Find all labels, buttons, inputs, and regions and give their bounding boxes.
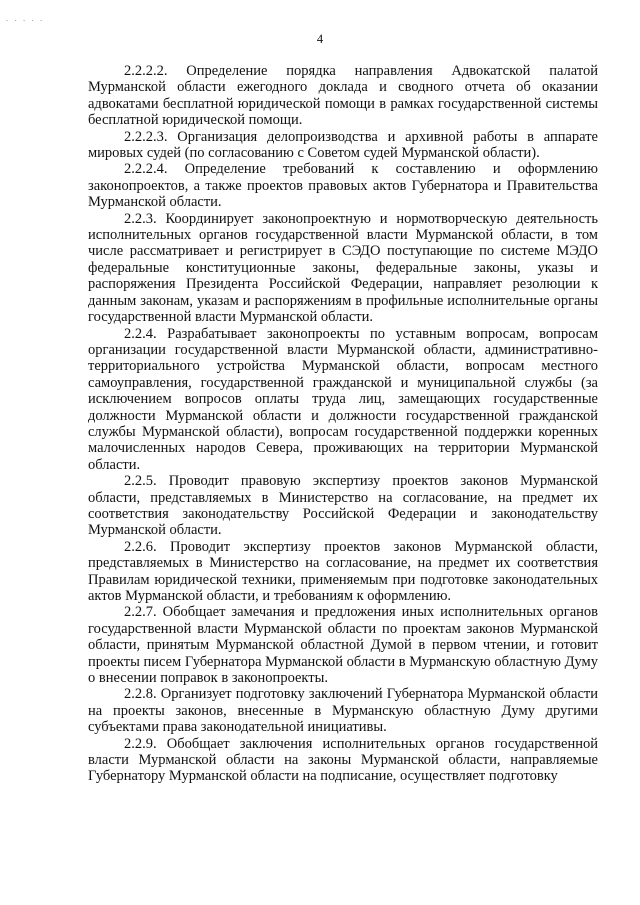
paragraph-2-2-8: 2.2.8. Организует подготовку заключений Губернатора Мурманской области на проекты законов, внесенные в Мурманскую областную Думу другими субъектами права законодательной инициативы. (88, 686, 598, 736)
paragraph-2-2-2-2: 2.2.2.2. Определение порядка направления Адвокатской палатой Мурманской области ежегодного доклада и сводного отчета об оказании адвокатами бесплатной юридической помощи в рамках государственной системы бесплатной юридической помощи. (88, 63, 598, 129)
paragraph-2-2-6: 2.2.6. Проводит экспертизу проектов законов Мурманской области, представляемых в Министерство на согласование, на предмет их соответствия Правилам юридической техники, применяемым при подготовке законодательных актов Мурманской области, и требованиям к оформлению. (88, 538, 598, 604)
paragraph-2-2-9: 2.2.9. Обобщает заключения исполнительных органов государственной власти Мурманской области на законы Мурманской области, направляемые Губернатору Мурманской области на подписание, осуществляет подготовку (88, 735, 598, 785)
paragraph-2-2-5: 2.2.5. Проводит правовую экспертизу проектов законов Мурманской области, представляемых в Министерство на согласование, на предмет их соответствия законодательству Российской Федерации и законодательству Мурманской области. (88, 473, 598, 539)
paragraph-2-2-4: 2.2.4. Разрабатывает законопроекты по уставным вопросам, вопросам организации государственной власти Мурманской области, административно-территориального устройства Мурманской области, вопросам местного самоуправления, государственной гражданской и муниципальной службы (за исключением вопросов оплаты труда лиц, замещающих государственные должности Мурманской области и должности государственной гражданской службы Мурманской области), вопросам государственной поддержки коренных малочисленных народов Севера, проживающих на территории Мурманской области. (88, 325, 598, 473)
page-number: 4 (316, 32, 324, 46)
scan-corner-marks: . . . . . (6, 13, 45, 23)
paragraph-2-2-2-3: 2.2.2.3. Организация делопроизводства и архивной работы в аппарате мировых судей (по согласованию с Советом судей Мурманской области). (88, 128, 598, 162)
paragraph-2-2-7: 2.2.7. Обобщает замечания и предложения иных исполнительных органов государственной власти Мурманской области по проектам законов Мурманской области, принятым Мурманской областной Думой в первом чтении, и готовит проекты писем Губернатора Мурманской области в Мурманскую областную Думу о внесении поправок в законопроекты. (88, 604, 598, 687)
document-body (88, 63, 598, 785)
paragraph-2-2-2-4: 2.2.2.4. Определение требований к составлению и оформлению законопроектов, а также проектов правовых актов Губернатора и Правительства Мурманской области. (88, 161, 598, 211)
paragraph-2-2-3: 2.2.3. Координирует законопроектную и нормотворческую деятельность исполнительных органов государственной власти Мурманской области, в том числе рассматривает и регистрирует в СЭДО поступающие по системе МЭДО федеральные конституционные законы, федеральные законы, указы и распоряжения Президента Российской Федерации, направляет резолюции к данным законам, указам и распоряжениям в профильные исполнительные органы государственной власти Мурманской области. (88, 210, 598, 326)
